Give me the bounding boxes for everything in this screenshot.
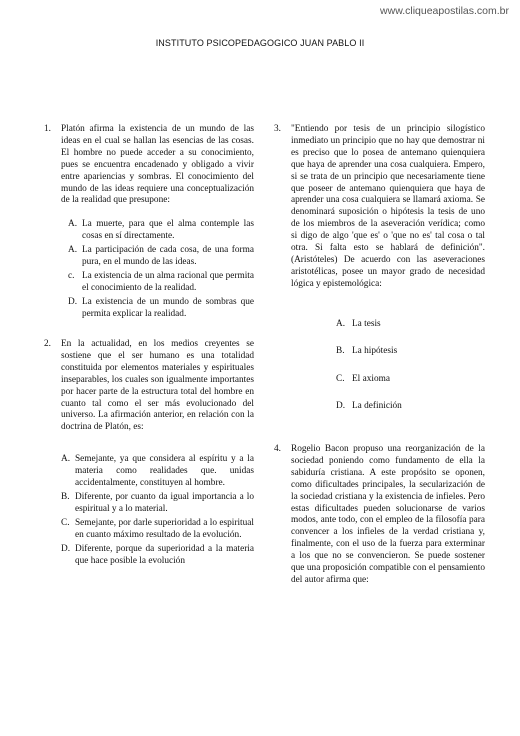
option-text: Diferente, porque da superioridad a la materia que hace posible la evolución [75,543,254,566]
option-letter: D. [68,296,78,307]
option-text: La hipótesis [352,346,398,357]
question-4 [274,444,485,587]
option-text: La tesis [352,318,381,329]
option[interactable] [61,454,254,490]
option[interactable] [68,271,254,295]
option-letter: C. [61,517,70,528]
option-text: La definición [352,400,402,411]
question-number: 2. [44,339,51,349]
option-text: La existencia de un alma racional que permita el conocimiento de la realidad. [82,270,254,293]
option-letter: A. [68,219,78,230]
question-number: 4. [274,444,281,454]
question-text: En la actualidad, en los medios creyentes se sostiene que el ser humano es una totalidad constituida por elementos materiales y espirituales inseparables, los cuales son igualmente importantes por hacer parte de la estructura total del hombre en cuanto tal como el ser más evolucionado del universo. La afirmación anterior, en relación con la doctrina de Platón, es: [61,339,254,433]
question-text: Rogelio Bacon propuso una reorganización de la sociedad poniendo como fundamento de ella la sabiduría cristiana. A este propósito se oponen, como dificultades principales, la secularización de la sociedad cristiana y la existencia de infieles. Pero estas dificultades pueden solucionarse de varios modos, ante todo, con el empleo de la filosofía para convencer a los infieles de la verdad cristiana y, finalmente, con el uso de la fuerza para exterminar a los que no se convencieron. Se puede sostener que una proposición compatible con el pensamiento del autor afirma que: [291,444,485,585]
option-letter: A. [68,245,78,256]
option-letter: D. [61,543,71,554]
question-3 [274,124,485,428]
option-text: El axioma [352,373,390,384]
page-header: INSTITUTO PSICOPEDAGOGICO JUAN PABLO II [155,38,365,48]
option-text: La existencia de un mundo de sombras que permita explicar la realidad. [82,296,254,319]
option[interactable] [336,401,485,413]
option[interactable] [68,245,254,269]
option[interactable] [336,374,485,386]
option-text: Diferente, por cuanto da igual importancia a lo espiritual y a lo material. [75,491,254,514]
option[interactable] [336,346,485,358]
option-letter: B. [336,346,345,357]
option-letter: c. [68,270,75,281]
options-list [336,319,485,413]
option[interactable] [336,319,485,331]
question-number: 3. [274,124,281,134]
options-list [61,454,254,567]
option[interactable] [68,297,254,321]
option-letter: C. [336,373,345,384]
option[interactable] [61,544,254,568]
option-text: Semejante, por darle superioridad a lo espiritual en cuanto máximo resultado de la evolución. [75,517,254,540]
question-text: "Entiendo por tesis de un principio silogístico inmediato un principio que no hay que demostrar ni es preciso que lo posea de antemano quienquiera que haya de aprender una cosa cualquiera. Empero, si se trata de un principio que necesariamente tiene que poseer de antemano quienquiera que haya de aprender una cosa cualquiera se llamará axioma. Se denominará suposición o hipótesis la tesis de uno de los miembros de la aseveración verídica; como si digo de algo 'que es' o 'que no es' tal cosa o tal otra. Si falta esto se hablará de definición". (Aristóteles) De acuerdo con las aseveraciones aristotélicas, posee un mayor grado de necesidad lógica y epistemológica: [291,124,485,289]
option-letter: B. [61,491,70,502]
question-2 [44,339,254,569]
option-text: La muerte, para que el alma contemple las cosas en sí directamente. [82,219,254,242]
option[interactable] [61,492,254,516]
option-letter: A. [336,318,346,329]
watermark-url: www.cliqueapostilas.com.br [380,5,509,17]
option-text: Semejante, ya que considera al espíritu y a la materia como realidades que. unidas accidentalmente, constituyen al hombre. [75,454,254,489]
options-list [68,219,254,320]
question-text: Platón afirma la existencia de un mundo de las ideas en el cual se hallan las esencias de las cosas. El hombre no puede acceder a su conocimiento, pues se encuentra encadenado y obligado a vivir entre apariencias y sombras. El conocimiento del mundo de las ideas requiere una conceptualización de la realidad que presupone: [61,124,254,206]
option-text: La participación de cada cosa, de una forma pura, en el mundo de las ideas. [82,245,254,268]
question-number: 1. [44,124,51,134]
option-letter: A. [61,454,71,465]
option[interactable] [61,518,254,542]
question-1 [44,124,254,323]
option-letter: D. [336,400,346,411]
option[interactable] [68,219,254,243]
